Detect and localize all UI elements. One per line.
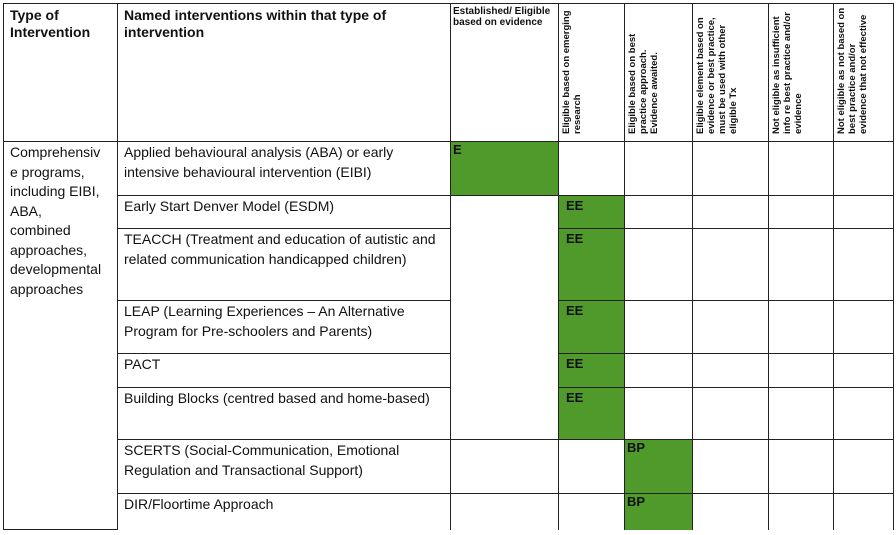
intervention-name: SCERTS (Social-Communication, Emotional Regulation and Transactional Support) xyxy=(118,440,451,494)
rating-mark: EE xyxy=(566,231,584,246)
header-best-practice-text: Eligible based on best practice approach. Evidence awaited. xyxy=(627,33,660,134)
header-type: Type of Intervention xyxy=(4,4,118,142)
rating-cell-established xyxy=(451,142,559,196)
type-line: approaches, xyxy=(10,241,88,258)
rating-cell xyxy=(769,440,834,494)
rating-cell xyxy=(693,354,769,388)
rating-cell xyxy=(625,196,693,229)
rating-cell xyxy=(834,229,894,301)
rating-cell xyxy=(834,494,894,530)
rating-cell xyxy=(769,142,834,196)
rating-mark: EE xyxy=(566,303,584,318)
type-line: combined xyxy=(10,222,71,238)
header-emerging xyxy=(559,4,625,142)
intervention-name: DIR/Floortime Approach xyxy=(118,494,451,530)
header-established: Established/ Eligible based on evidence xyxy=(451,4,559,142)
rating-cell-emerging xyxy=(559,354,625,388)
rating-cell-best-practice xyxy=(625,494,693,530)
rating-cell xyxy=(769,354,834,388)
header-emerging-text: Eligible based on emerging research xyxy=(561,10,583,134)
rating-cell xyxy=(693,301,769,354)
header-not-eligible-info-text: Not eligible as insufficient info re best practice and/or evidence xyxy=(771,12,804,134)
rating-cell xyxy=(559,494,625,530)
rating-cell xyxy=(834,440,894,494)
header-not-eligible-effective-text: Not eligible as not based on best practice and/or evidence that not effective xyxy=(836,7,869,134)
intervention-name: LEAP (Learning Experiences – An Alternative Program for Pre-schoolers and Parents) xyxy=(118,301,451,354)
type-of-intervention-cell xyxy=(4,142,118,530)
rating-cell xyxy=(769,229,834,301)
rating-cell xyxy=(693,440,769,494)
header-not-eligible-info xyxy=(769,4,834,142)
rating-cell-best-practice xyxy=(625,440,693,494)
intervention-name: Applied behavioural analysis (ABA) or early intensive behavioural intervention (EIBI) xyxy=(118,142,451,196)
rating-cell xyxy=(834,142,894,196)
rating-mark: E xyxy=(453,142,462,157)
rating-mark: EE xyxy=(566,198,584,213)
rating-cell xyxy=(834,196,894,229)
rating-cell xyxy=(625,388,693,440)
rating-cell xyxy=(451,440,559,494)
rating-cell-emerging xyxy=(559,388,625,440)
rating-cell xyxy=(769,388,834,440)
type-line: developmental xyxy=(10,261,102,277)
rating-cell-emerging xyxy=(559,301,625,354)
rating-cell xyxy=(451,196,559,440)
rating-cell-emerging xyxy=(559,196,625,229)
header-eligible-element-text: Eligible element based on evidence or best practice, must be used with other eligible Tx xyxy=(695,17,739,134)
rating-mark: EE xyxy=(566,356,584,371)
header-best-practice xyxy=(625,4,693,142)
rating-cell xyxy=(769,494,834,530)
rating-cell xyxy=(559,440,625,494)
rating-cell-emerging xyxy=(559,229,625,301)
type-line: ABA, xyxy=(10,202,42,219)
rating-cell xyxy=(693,388,769,440)
rating-cell xyxy=(625,142,693,196)
rating-cell xyxy=(559,142,625,196)
rating-cell xyxy=(834,354,894,388)
intervention-name: TEACCH (Treatment and education of autistic and related communication handicapped children) xyxy=(118,229,451,301)
header-eligible-element xyxy=(693,4,769,142)
intervention-name: Early Start Denver Model (ESDM) xyxy=(118,196,451,229)
intervention-name: PACT xyxy=(118,354,451,388)
type-line: Comprehensiv xyxy=(10,144,101,160)
rating-mark: EE xyxy=(566,390,584,405)
rating-cell xyxy=(834,388,894,440)
type-line: including EIBI, xyxy=(10,183,100,199)
rating-cell xyxy=(693,196,769,229)
intervention-name: Building Blocks (centred based and home-based) xyxy=(118,388,451,440)
rating-cell xyxy=(451,494,559,530)
type-line: approaches xyxy=(10,280,84,297)
rating-cell xyxy=(769,301,834,354)
header-named-interventions: Named interventions within that type of intervention xyxy=(118,4,451,142)
type-line: e programs, xyxy=(10,163,85,180)
rating-cell xyxy=(625,229,693,301)
rating-cell xyxy=(625,301,693,354)
rating-cell xyxy=(693,494,769,530)
header-not-eligible-effective xyxy=(834,4,894,142)
interventions-table xyxy=(3,3,894,530)
rating-cell xyxy=(625,354,693,388)
rating-cell xyxy=(693,229,769,301)
rating-cell xyxy=(693,142,769,196)
rating-cell xyxy=(769,196,834,229)
rating-cell xyxy=(834,301,894,354)
rating-mark: BP xyxy=(627,494,646,509)
rating-mark: BP xyxy=(627,440,646,455)
